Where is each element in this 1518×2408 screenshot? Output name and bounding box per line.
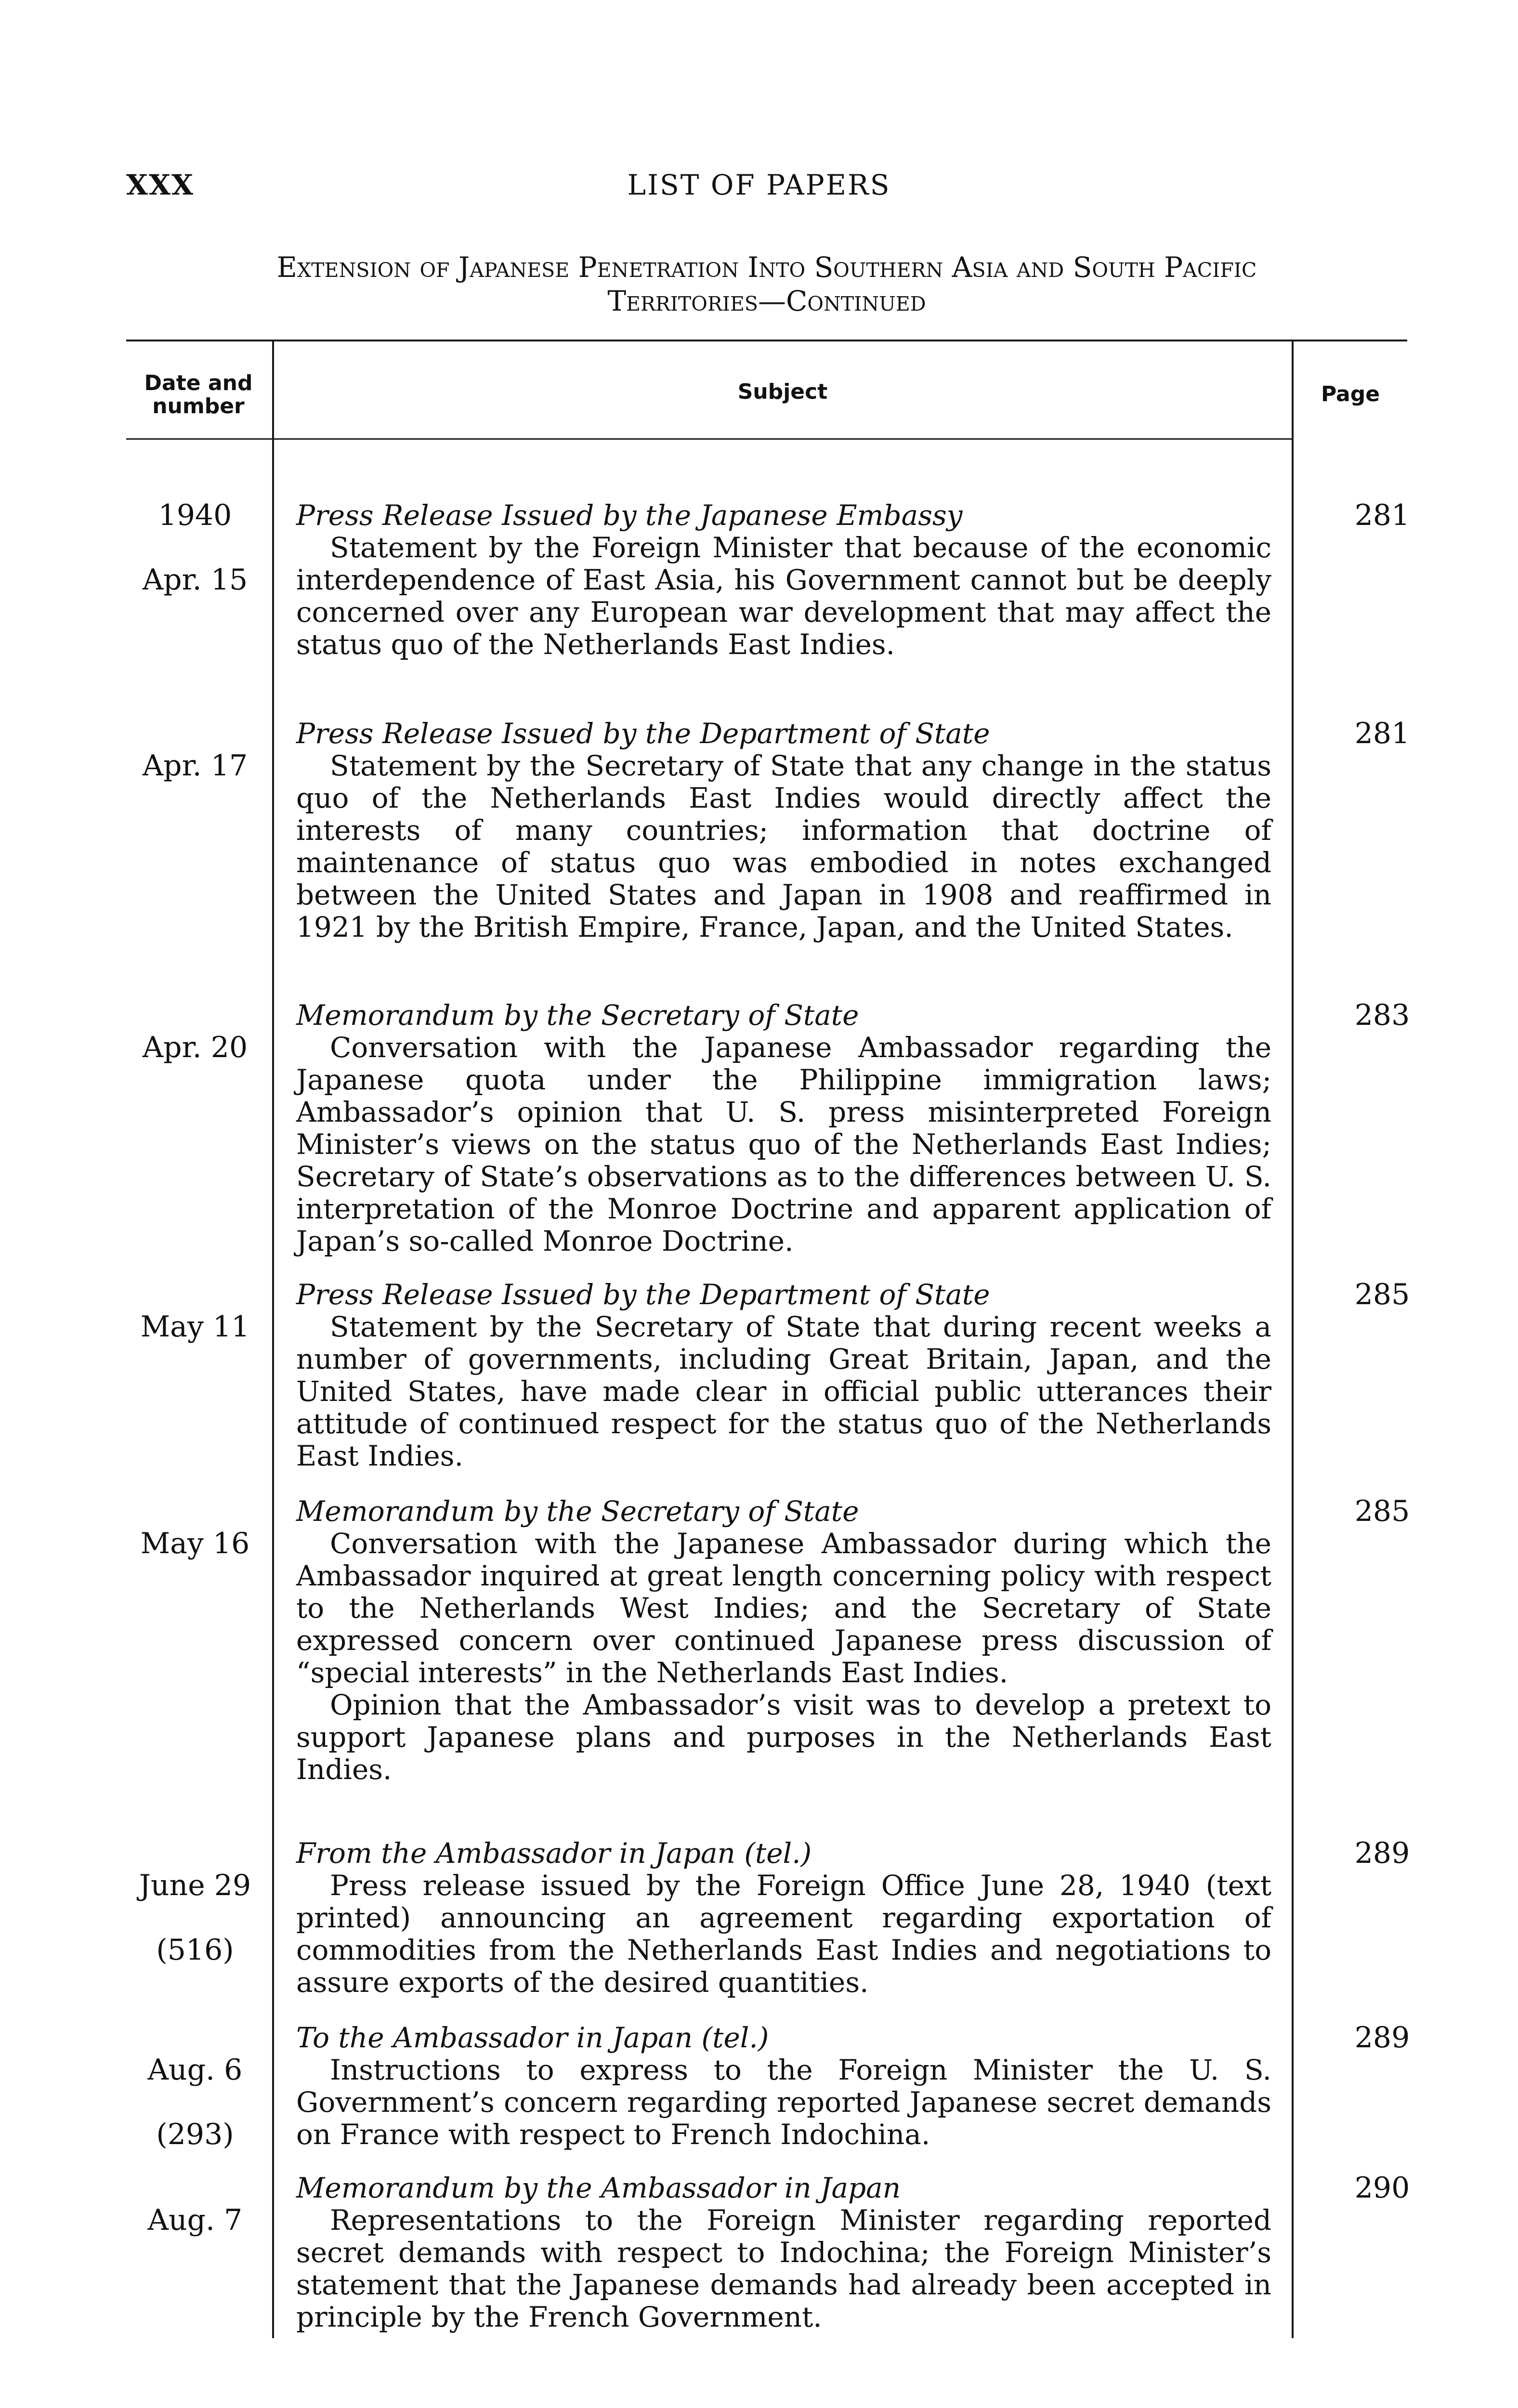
entry-subject — [296, 2022, 1271, 2151]
table-top-rule — [126, 340, 1407, 341]
entry-heading: Press Release Issued by the Department of State — [296, 1278, 990, 1311]
entry-number: (293) — [156, 2118, 234, 2151]
page-column-header: Page — [1321, 382, 1380, 406]
entry-number: (516) — [156, 1933, 234, 1967]
entry-subject — [296, 999, 1271, 1257]
entry-summary: Representations to the Foreign Minister regarding reported secret demands with respect to Indochina; the Foreign Minister’s statement that the Japanese demands had already been accepted in principle by the French Government. — [296, 2204, 1271, 2333]
entry-page: 285 — [1354, 1494, 1410, 1528]
date-column-header-line-2: number — [152, 394, 245, 419]
entry-page: 283 — [1354, 998, 1410, 1032]
entry-date — [123, 467, 267, 596]
date-column-header-line-1: Date and — [144, 371, 253, 395]
entry-date-text: Aug. 7 — [147, 2203, 243, 2237]
entry-heading: Press Release Issued by the Department of State — [296, 717, 990, 750]
entry-summary: Press release issued by the Foreign Office June 28, 1940 (text printed) announcing an agreement regarding exportation of commodities from the Netherlands East Indies and negotiations to assure exports of the desired quantities. — [296, 1869, 1271, 1999]
entry-summary: Conversation with the Japanese Ambassador regarding the Japanese quota under the Philippine immigration laws; Ambassador’s opinion that U. S. press misinterpreted Foreign Minister’s views on the status quo of the Netherlands East Indies; Secretary of State’s observations as to the differences between U. S. interpretation of the Monroe Doctrine and apparent application of Japan’s so-called Monroe Doctrine. — [296, 1031, 1271, 1257]
entry-subject — [296, 2172, 1271, 2333]
section-title — [126, 250, 1407, 318]
entry-date-text: Aug. 6 — [147, 2053, 243, 2087]
entry-subject — [296, 718, 1271, 943]
entry-date-text: May 16 — [140, 1527, 250, 1560]
entry-date-text: Apr. 20 — [142, 1031, 248, 1064]
entry-heading: Press Release Issued by the Japanese Embassy — [296, 499, 963, 532]
entry-date — [123, 999, 267, 1064]
section-title-line-2: Territories—Continued — [607, 285, 926, 317]
entry-page: 281 — [1354, 717, 1410, 750]
entry-page: 281 — [1354, 498, 1410, 532]
entry-page: 289 — [1354, 1836, 1410, 1870]
entry-date — [123, 2022, 267, 2151]
date-column-header — [126, 372, 271, 418]
entry-heading: From the Ambassador in Japan (tel.) — [296, 1837, 812, 1870]
page-number: XXX — [126, 169, 195, 201]
entry-heading: Memorandum by the Secretary of State — [296, 999, 859, 1032]
entry-subject — [296, 1495, 1271, 1786]
entry-heading: Memorandum by the Ambassador in Japan — [296, 2172, 901, 2204]
subject-column-header: Subject — [737, 380, 828, 404]
entry-page: 289 — [1354, 2021, 1410, 2055]
entry-date-text: Apr. 15 — [142, 563, 248, 597]
table-header-rule — [126, 438, 1292, 440]
entry-date-text: Apr. 17 — [142, 749, 248, 783]
page-column-divider — [1292, 340, 1294, 2338]
entry-subject — [296, 1279, 1271, 1472]
section-title-line-1: Extension of Japanese Penetration Into Southern Asia and South Pacific — [276, 251, 1257, 284]
entry-date — [123, 718, 267, 782]
entry-date — [123, 2172, 267, 2237]
entry-page: 290 — [1354, 2171, 1410, 2205]
entry-heading: Memorandum by the Secretary of State — [296, 1495, 859, 1528]
entry-date — [123, 1279, 267, 1343]
entry-date — [123, 1837, 267, 1966]
entry-summary: Conversation with the Japanese Ambassador during which the Ambassador inquired at great length concerning policy with respect to the Netherlands West Indies; and the Secretary of State expressed concern over continued Japanese press discussion of “special interests” in the Netherlands East Indies. — [296, 1527, 1271, 1689]
entry-year: 1940 — [158, 498, 232, 532]
entry-date-text: June 29 — [139, 1869, 251, 1902]
entry-date — [123, 1495, 267, 1560]
entry-page: 285 — [1354, 1278, 1410, 1311]
entry-summary: Statement by the Foreign Minister that because of the economic interdependence of East Asia, his Government cannot but be deeply concerned over any European war development that may affect the status quo of the Netherlands East Indies. — [296, 531, 1271, 661]
entry-date-text: May 11 — [140, 1310, 250, 1344]
entry-subject — [296, 1837, 1271, 1999]
entry-summary-continued: Opinion that the Ambassador’s visit was to develop a pretext to support Japanese plans and purposes in the Netherlands East Indies. — [296, 1688, 1271, 1786]
entry-summary: Statement by the Secretary of State that during recent weeks a number of governments, including Great Britain, Japan, and the United States, have made clear in official public utterances their attitude of continued respect for the status quo of the Netherlands East Indies. — [296, 1310, 1271, 1472]
entry-subject — [296, 499, 1271, 661]
date-column-divider — [272, 340, 274, 2338]
running-head: LIST OF PAPERS — [627, 169, 891, 201]
entry-summary: Statement by the Secretary of State that any change in the status quo of the Netherlands East Indies would directly affect the interests of many countries; information that doctrine of maintenance of status quo was embodied in notes exchanged between the United States and Japan in 1908 and reaffirmed in 1921 by the British Empire, France, Japan, and the United States. — [296, 749, 1271, 943]
entry-summary: Instructions to express to the Foreign Minister the U. S. Government’s concern regarding reported Japanese secret demands on France with respect to French Indochina. — [296, 2054, 1271, 2151]
entry-heading: To the Ambassador in Japan (tel.) — [296, 2021, 769, 2054]
